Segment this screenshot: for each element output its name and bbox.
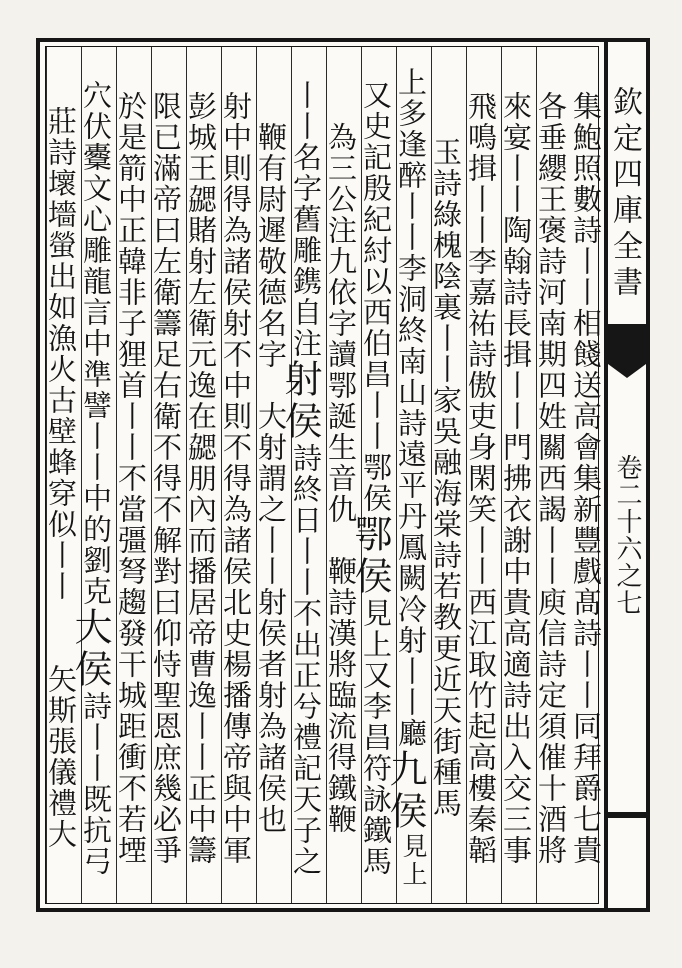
column-text (534, 55, 571, 901)
text-segment: 為三公注九依字讀鄂誕生音仇 (324, 121, 358, 525)
text-segment: 莊詩壞墻螢出如漁火古壁蜂穿似丨丨 (44, 106, 78, 602)
text-segment: 詩終日丨丨不出正兮禮記天子之 (289, 442, 323, 877)
text-column (256, 47, 291, 903)
text-column (431, 47, 466, 903)
entry-heading: 射侯 (278, 358, 322, 443)
text-column (326, 47, 361, 903)
text-column (501, 47, 536, 903)
column-text (571, 55, 606, 901)
entry-heading: 九侯 (383, 749, 427, 833)
column-text (464, 55, 501, 901)
column-text (348, 55, 396, 901)
entry-heading: 鄂侯 (348, 513, 392, 598)
text-segment: 於是箭中正韓非子狸首丨丨不當彊弩趨發干城距衝不若堙 (114, 90, 148, 866)
column-grid (44, 46, 603, 904)
text-segment: 詩丨丨既抗弓 (79, 690, 113, 877)
chapter-label: 卷二十六之七 (612, 454, 642, 616)
text-segment: 限已滿帝曰左衛籌足右衛不得不解對曰仰恃聖恩庶幾必爭 (149, 90, 183, 866)
column-text (68, 55, 116, 901)
text-column (348, 47, 396, 903)
text-column (466, 47, 501, 903)
text-segment: 穴伏櫜文心雕龍言中準譬丨丨中的劉克 (79, 79, 113, 607)
text-column (221, 47, 256, 903)
text-segment (250, 370, 291, 401)
column-text (219, 55, 256, 901)
text-segment: 玉詩綠槐陰裏丨丨家吳融海棠詩若教更近天街種馬 (429, 137, 463, 819)
text-segment: 上多逢醉丨丨李洞終南山詩遠平丹鳳闕冷射丨丨廳 (394, 67, 428, 749)
text-segment (320, 525, 361, 556)
annotation-char: 上 (399, 861, 428, 889)
text-segment: 鞭詩漢將臨流得鐵鞭 (324, 555, 358, 835)
column-text (149, 55, 186, 901)
column-text (278, 55, 326, 901)
text-segment: 鞭有尉遲敬德名字 (254, 121, 288, 370)
column-text (114, 55, 151, 901)
text-column (536, 47, 571, 903)
fishtail-mark (608, 324, 646, 364)
text-segment (40, 602, 81, 664)
text-column (186, 47, 221, 903)
text-frame (36, 38, 608, 912)
text-column (68, 47, 116, 903)
column-text (499, 55, 536, 901)
text-segment: 又史記殷紀紂以西伯昌丨丨鄂侯 (359, 79, 393, 514)
annotation-char: 見 (399, 833, 428, 861)
annotation-pair (396, 833, 432, 889)
text-segment: 來宴丨丨陶翰詩長揖丨丨門拂衣謝中貴高適詩出入交三事 (499, 90, 533, 866)
text-column (383, 47, 431, 903)
text-segment: 飛鳴揖丨丨李嘉祐詩傲吏身閑笑丨丨西江取竹起高樓秦韜 (464, 90, 498, 866)
column-text (254, 55, 291, 901)
text-segment: 矢斯張儀禮大 (44, 664, 78, 850)
text-column (151, 47, 186, 903)
text-segment: 集鮑照數詩丨丨相餞送高會集新豐戲髙詩丨丨同拜爵七貴 (569, 90, 603, 866)
text-column (46, 47, 81, 903)
margin-bar (608, 812, 646, 818)
column-text (324, 55, 361, 901)
text-segment: 見上又李昌符詠鐵馬 (359, 597, 393, 877)
column-text (44, 55, 81, 901)
text-segment: 彭城王勰賭射左衛元逸在勰朋內而播居帝曹逸丨丨正中籌 (184, 90, 218, 866)
column-text (383, 55, 431, 901)
entry-heading: 大侯 (68, 606, 112, 691)
margin-strip (608, 38, 650, 912)
text-column (116, 47, 151, 903)
text-segment: 丨丨名字舊雕鎸自注 (289, 79, 323, 359)
column-text (429, 55, 466, 901)
column-text (184, 55, 221, 901)
text-column (278, 47, 326, 903)
text-column (571, 47, 606, 903)
text-segment: 大射謂之丨丨射侯者射為諸侯也 (254, 400, 288, 835)
text-segment: 各垂纓王褒詩河南期四姓關西謁丨丨庾信詩定須催十酒將 (534, 90, 568, 866)
book-title: 欽定四庫全書 (607, 86, 642, 302)
text-segment: 射中則得為諸侯射不中則不得為諸侯北史楊播傳帝與中軍 (219, 90, 253, 866)
